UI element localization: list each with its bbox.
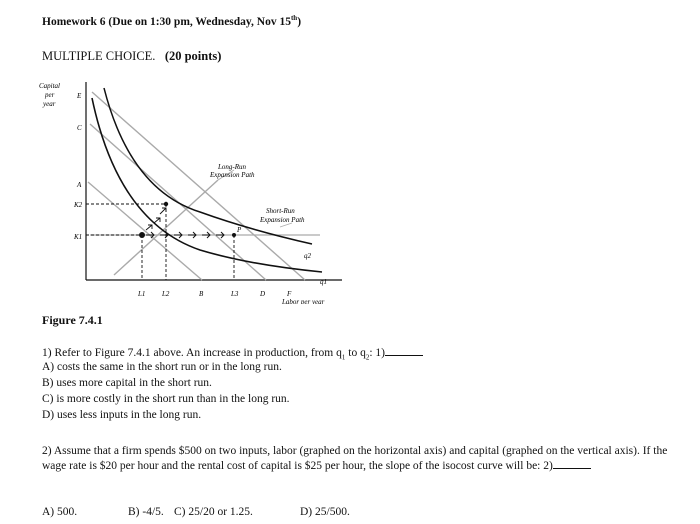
x-tick-L3: L3 <box>231 290 239 298</box>
x-axis-label: Labor per year <box>282 298 325 304</box>
isocost-A-B <box>88 182 202 280</box>
y-tick-C: C <box>77 124 82 132</box>
y-tick-K2: K2 <box>74 201 83 209</box>
y-axis-label-1: Capital <box>39 82 61 90</box>
figure-caption: Figure 7.4.1 <box>42 313 103 327</box>
answer-blank-1[interactable] <box>385 345 423 356</box>
y-tick-K1: K1 <box>74 233 83 241</box>
q2-option-a: A) 500. <box>42 506 78 518</box>
x-tick-L2: L2 <box>162 290 170 298</box>
y-axis-label-2: per <box>45 91 55 99</box>
short-run-label-2: Expansion Path <box>260 216 305 224</box>
y-axis-label-3: year <box>43 100 56 108</box>
q2-option-c: C) 25/20 or 1.25. <box>174 506 253 518</box>
y-tick-E: E <box>77 92 82 100</box>
y-tick-A: A <box>77 181 82 189</box>
long-run-label-2: Expansion Path <box>210 171 255 179</box>
x-tick-F: F <box>287 290 292 298</box>
q1-option-c: C) is more costly in the short run than in the long run. <box>42 393 290 405</box>
question-2: 2) Assume that a firm spends $500 on two inputs, labor (graphed on the horizontal axis) and capital (graphed on the vertical axis). If the wage rate is $20 per hour and the rental cost of capital is $25 per hour, the slope of the isocost curve will be: 2) <box>42 445 668 472</box>
x-tick-L1: L1 <box>138 290 146 298</box>
q2-option-b: B) -4/5. <box>128 506 164 518</box>
homework-title: Homework 6 (Due on 1:30 pm, Wednesday, Nov 15th) <box>42 14 302 28</box>
point-q2-tangency <box>164 202 168 206</box>
curve-label-q2: q2 <box>304 252 311 260</box>
q1-option-d: D) uses less inputs in the long run. <box>42 409 202 421</box>
q1-option-b: B) uses more capital in the short run. <box>42 377 212 389</box>
short-run-label-1: Short-Run <box>266 207 295 215</box>
x-tick-B: B <box>199 290 204 298</box>
question-1: 1) Refer to Figure 7.4.1 above. An increase in production, from $q_1$ to $q_2$: 1) <box>42 345 423 364</box>
x-tick-D: D <box>260 290 266 298</box>
figure-7-4-1 <box>30 72 350 304</box>
answer-blank-2[interactable] <box>553 458 591 469</box>
q2-option-d: D) 25/500. <box>300 506 350 518</box>
isoquant-q1 <box>92 98 322 272</box>
label-P: P <box>237 226 242 234</box>
long-run-label-1: Long-Run <box>218 163 246 171</box>
curve-label-q1: q1 <box>320 278 327 286</box>
q1-option-a: A) costs the same in the short run or in the long run. <box>42 361 282 373</box>
section-heading: MULTIPLE CHOICE. (20 points) <box>42 49 222 63</box>
point-q1-tangency <box>139 232 145 238</box>
point-P <box>232 233 236 237</box>
